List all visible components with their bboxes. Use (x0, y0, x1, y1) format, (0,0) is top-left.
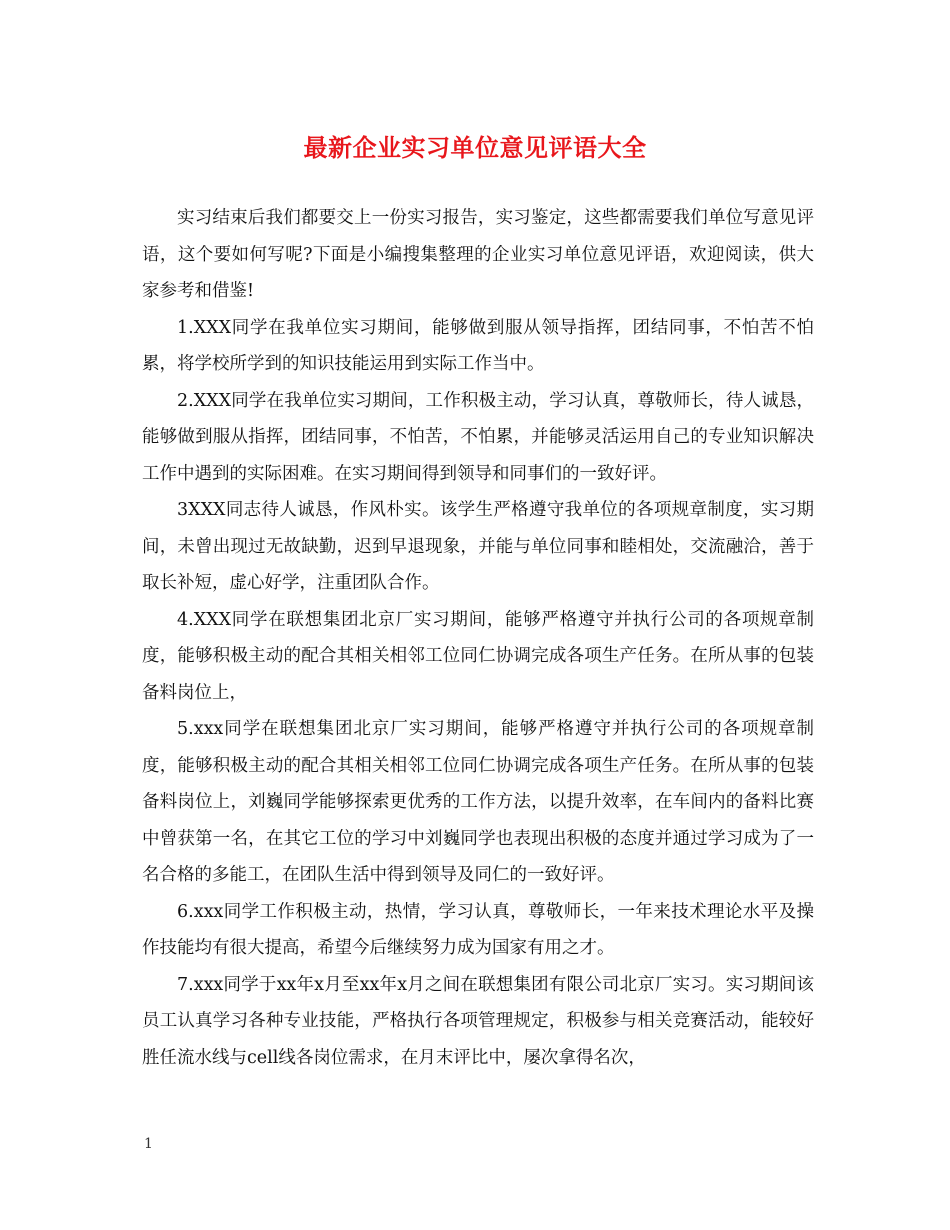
comment-paragraph-3: 3XXX同志待人诚恳，作风朴实。该学生严格遵守我单位的各项规章制度，实习期间，未曾出现过无故缺勤，迟到早退现象，并能与单位同事和睦相处，交流融洽，善于取长补短，虚心好学，注重团队合作。 (142, 500, 814, 593)
comment-paragraph-5: 5.xxx同学在联想集团北京厂实习期间，能够严格遵守并执行公司的各项规章制度，能够积极主动的配合其相关相邻工位同仁协调完成各项生产任务。在所从事的包装备料岗位上，刘巍同学能够探索更优秀的工作方法，以提升效率，在车间内的备料比赛中曾获第一名，在其它工位的学习中刘巍同学也表现出积极的态度并通过学习成为了一名合格的多能工，在团队生活中得到领导及同仁的一致好评。 (142, 719, 814, 885)
comment-paragraph-6: 6.xxx同学工作积极主动，热情，学习认真，尊敬师长，一年来技术理论水平及操作技能均有很大提高，希望今后继续努力成为国家有用之才。 (142, 901, 814, 958)
document-body (142, 200, 814, 1076)
document-title: 最新企业实习单位意见评语大全 (303, 133, 647, 162)
intro-paragraph: 实习结束后我们都要交上一份实习报告，实习鉴定，这些都需要我们单位写意见评语，这个要如何写呢?下面是小编搜集整理的企业实习单位意见评语，欢迎阅读，供大家参考和借鉴! (142, 208, 814, 301)
comment-paragraph-2: 2.XXX同学在我单位实习期间，工作积极主动，学习认真，尊敬师长，待人诚恳，能够做到服从指挥，团结同事，不怕苦，不怕累，并能够灵活运用自己的专业知识解决工作中遇到的实际困难。在实习期间得到领导和同事们的一致好评。 (142, 390, 814, 484)
comment-paragraph-7: 7.xxx同学于xx年x月至xx年x月之间在联想集团有限公司北京厂实习。实习期间该员工认真学习各种专业技能，严格执行各项管理规定，积极参与相关竞赛活动，能较好胜任流水线与cell线各岗位需求，在月末评比中，屡次拿得名次， (142, 974, 814, 1068)
comment-paragraph-1: 1.XXX同学在我单位实习期间，能够做到服从领导指挥，团结同事，不怕苦不怕累，将学校所学到的知识技能运用到实际工作当中。 (142, 317, 814, 374)
page-number: 1 (144, 1136, 153, 1152)
comment-paragraph-4: 4.XXX同学在联想集团北京厂实习期间，能够严格遵守并执行公司的各项规章制度，能够积极主动的配合其相关相邻工位同仁协调完成各项生产任务。在所从事的包装备料岗位上， (142, 609, 814, 703)
